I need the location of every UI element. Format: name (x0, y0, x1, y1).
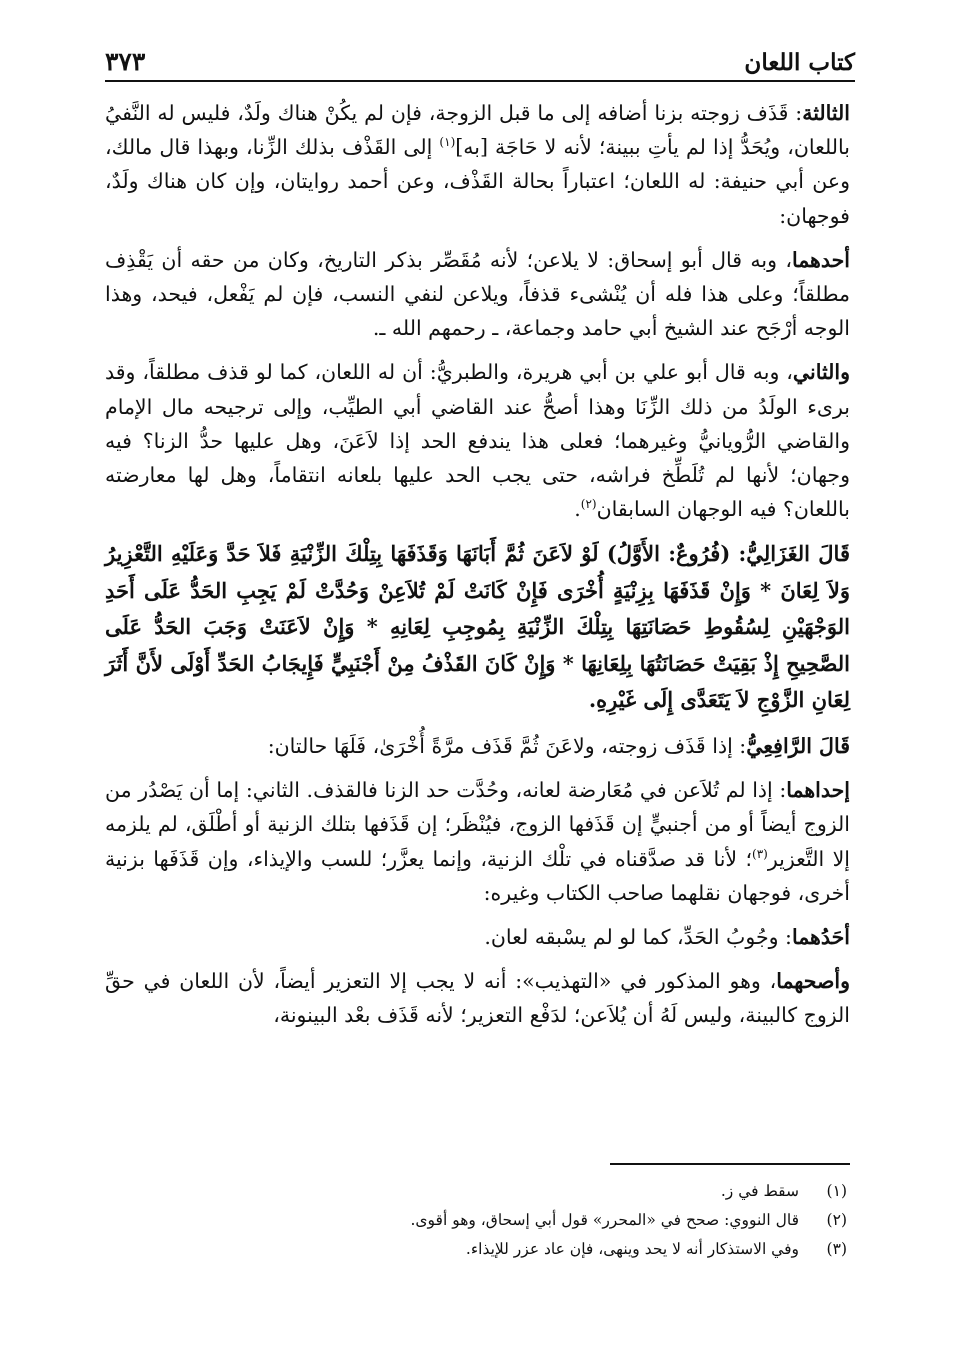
footnote-text: وفي الاستذكار أنه لا يحد وينهى، فإن عاد عزر للإيذاء. (465, 1240, 799, 1258)
paragraph-lead: أحَدُهما (791, 924, 850, 949)
page-number: ٣٧٣ (105, 47, 146, 76)
paragraph-text-cont: إلى القَذْف بذلك الزِّنا، وبهذا قال مالك، وعن أبي حنيفة: له اللعان؛ اعتباراً بحالة القَذْف، وعن أحمد روايتان، وإن كان هناك ولَدٌ، فوجهان: (105, 135, 850, 228)
footnote-text: قال النووي: صحح في «المحرر» قول أبي إسحاق، وهو أقوى. (410, 1211, 799, 1229)
paragraph (105, 96, 850, 233)
footnote (105, 1206, 847, 1235)
paragraph-lead: أحدهما (791, 247, 850, 272)
paragraph-text: ، وهو المذكور في «التهذيب»: أنه لا يجب إلا التعزير أيضاً، لأن اللعان في حقِّ الزوج كالبينة، وليس لَهُ أن يُلاَعن؛ لدَفْع التعزير؛ لأنه قَذَف بعْد البينونة، (105, 969, 850, 1028)
page-header (105, 38, 855, 82)
paragraph (105, 964, 850, 1032)
main-text (105, 96, 850, 1043)
paragraph-text-cont: . (574, 497, 581, 522)
paragraph-lead: الثالثة (802, 101, 850, 125)
footnote (105, 1235, 847, 1264)
footnote-number: (١) (826, 1182, 847, 1200)
paragraph-text: ، وبه قال أبو إسحاق: لا يلاعن؛ لأنه مُقَصِّر بذكر التاريخ، وكان من حقه أن يَقْذِف مطلقاً؛ وعلى هذا فله أن يُنْشىء قذفاً، ويلاعن لنفي النسب، فإن لم يَفْعل، فيحد، وهذا الوجه أرْجَح عند الشيخ أبي حامد وجماعة، ـ رحمهم الله ـ. (105, 247, 850, 341)
footnote-number: (٢) (826, 1211, 847, 1229)
paragraph-text: : إذا قَذَف زوجته، ولاعَنَ ثُمَّ قَذَف مرَّةً أُخْرَىٰ، فَلَهَا حالتان: (267, 733, 747, 758)
footnote-divider (610, 1163, 850, 1165)
paragraph (105, 773, 850, 910)
paragraph-text: : وجُوبُ الحَدِّ، كما لو لم يسْبقه لعان. (484, 924, 792, 949)
paragraph-text: : قَذَف زوجته بزنا أضافه إلى ما قبل الزوجة، فإن لم يكُنْ هناك ولَدٌ، فليس له النَّفيُ باللعان، ويُحَدُّ إذا لم يأتِ ببينة؛ لأنه لا حَاجَة [به] (105, 101, 850, 160)
paragraph (105, 355, 850, 526)
footnote-ref: (٢) (580, 497, 597, 512)
footnote (105, 1177, 847, 1206)
paragraph (105, 920, 850, 954)
paragraph-text: ، وبه قال أبو علي بن أبي هريرة، والطبريُّ: أن له اللعان، كما لو قذف مطلقاً، وقد برىء الولَدُ من ذلك الزِّنَا وهذا أصحُّ عند القاضي أبي الطيِّب، وإلى ترجيحه مال الإمام والقاضي الرُّويانيُّ وغيرهما؛ فعلى هذا يندفع الحد إذا لاَعَنَ، وهل عليها حدُّ الزنا؟ فيه وجهان؛ لأنها لم تُلَطِّخ فراشه، حتى يجب الحد عليها بلعانه انتقاماً، وهل لها معارضته باللعان؟ فيه الوجهان السابقان (105, 360, 850, 522)
footnote-number: (٣) (826, 1240, 847, 1258)
paragraph-text-cont: ؛ لأنا قد صدَّقناه في تلْك الزنية، وإنما يعزَّر؛ للسب والإيذاء، وإن قَذَفَها بزنية أخرى، فوجهان نقلهما صاحب الكتاب وغيره: (105, 846, 850, 905)
ghazali-quote: قَالَ الغَزَالِيُّ: (فُرُوعٌ: الأَوَّلُ) لَوْ لاَعَنَ ثُمَّ أَبَانَهَا وَقَذَفَهَا بِتِلْكَ الزِّنْيَةِ فَلاَ حَدَّ وَعَلَيْهِ التَّعْزِيرُ وَلاَ لِعَانَ * وَإِنْ قَذَفَهَا بِزِنْيَةٍ أُخْرَى فَإِنْ كَانَتْ لَمْ تُلاَعِنْ وَحُدَّتْ لَمْ يَجِبِ الحَدُّ عَلَى أَحَدِ الوَجْهَيْنِ لِسُقُوطِ حَصَانَتِهَا بِتِلْكَ الزِّنْيَةِ بِمُوجِبِ لِعَانِهِ * وَإِنْ لاَعَنَتْ وَجَبَ الحَدُّ عَلَى الصَّحِيحِ إِذْ بَقِيَتْ حَصَانَتُهَا بِلِعَانِهَا * وَإِنْ كَانَ القَذْفُ مِنْ أَجْنَبِيٍّ فَإِيجَابُ الحَدِّ أَوْلَى لأَنَّ أَثَرَ لِعَانِ الزَّوْجِ لاَ يَتَعَدَّى إِلَى غَيْرِهِ. (105, 541, 850, 713)
paragraph (105, 243, 850, 346)
footnote-text: سقط في ز. (720, 1182, 799, 1200)
paragraph-lead: إحداهما (786, 778, 850, 803)
chapter-title: كتاب اللعان (744, 49, 855, 76)
paragraph-lead: قَالَ الرَّافِعِيُّ (746, 733, 850, 758)
paragraph (105, 729, 850, 763)
footnote-ref: (٣) (752, 846, 768, 861)
footnote-ref: (١) (439, 135, 456, 150)
paragraph-lead: وأصحهما (776, 969, 850, 994)
footnotes (105, 1177, 847, 1264)
paragraph-lead: والثاني (792, 360, 850, 385)
paragraph-text: : إذا لم تُلاَعن في مُعَارضة لعانه، وحُدَّت حد الزنا فالقذف. الثاني: إما أن يَصْدُر من الزوج أيضاً أو من أجنبيٍّ إن قَذَفها الزوج، فيُنْظَر؛ إن قَذَفها بتلك الزنية أو أطْلَق، لم يلزمه إلا التَّعزير (105, 778, 850, 871)
